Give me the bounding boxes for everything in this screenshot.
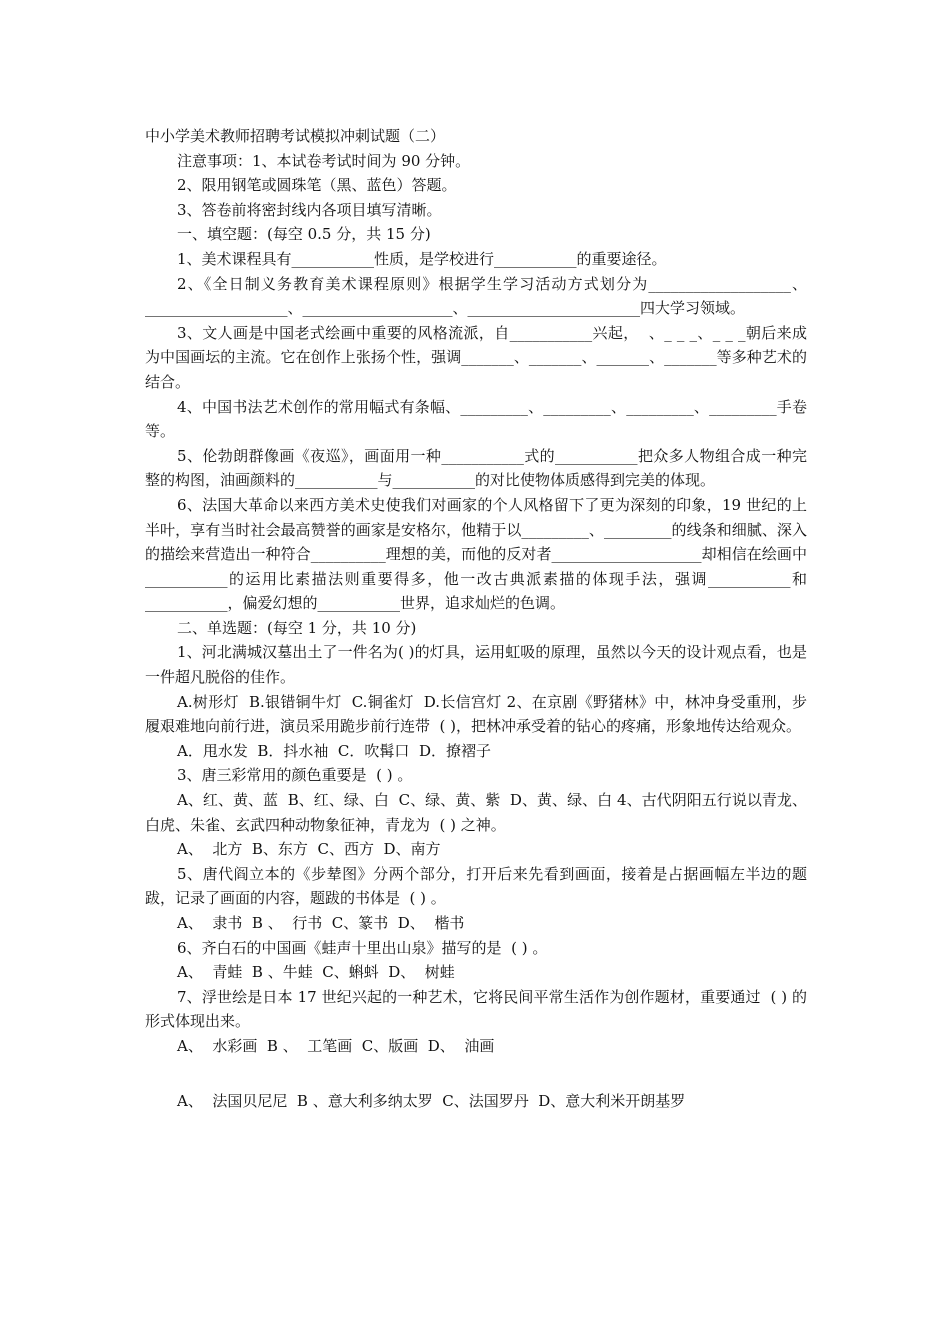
exam-page xyxy=(145,124,807,1113)
fill-question-3: 3、文人画是中国老式绘画中重要的风格流派，自___________兴起， 、_ _ _、_ _ _朝后来成为中国画坛的主流。它在创作上张扬个性，强调_______、_______、_______、_______等多种艺术的结合。 xyxy=(145,323,807,391)
fill-question-2: 2、《全日制义务教育美术课程原则》根据学生学习活动方式划分为___________________、___________________、____________________、_______________________四大学习领域。 xyxy=(145,274,807,318)
choice-question-1: 1、河北满城汉墓出土了一件名为( )的灯具，运用虹吸的原理，虽然以今天的设计观点看，也是一件超凡脱俗的佳作。 xyxy=(145,643,807,687)
choice-options-5: A、 隶书 B 、 行书 C、篆书 D、 楷书 xyxy=(177,914,465,932)
blank-gap xyxy=(145,1059,807,1089)
choice-options-8: A、 法国贝尼尼 B 、意大利多纳太罗 C、法国罗丹 D、意大利米开朗基罗 xyxy=(177,1091,686,1110)
choice-question-6: 6、齐白石的中国画《蛙声十里出山泉》描写的是 ( ) 。 xyxy=(177,938,548,957)
exam-title: 中小学美术教师招聘考试模拟冲刺试题（二） xyxy=(145,127,446,145)
choice-options-4: A、 北方 B、东方 C、西方 D、南方 xyxy=(177,840,441,859)
choice-options-6: A、 青蛙 B 、牛蛙 C、蝌蚪 D、 树蛙 xyxy=(177,963,455,982)
choice-question-3: 3、唐三彩常用的颜色重要是 ( ) 。 xyxy=(177,766,413,785)
choice-question-7: 7、浮世绘是日本 17 世纪兴起的一种艺术，它将民间平常生活作为创作题材，重要通过 ( ) 的形式体现出来。 xyxy=(145,987,807,1031)
fill-question-4: 4、中国书法艺术创作的常用幅式有条幅、_________、_________、_________、_________手卷等。 xyxy=(145,397,807,441)
choice-question-5: 5、唐代阎立本的《步辇图》分两个部分，打开后来先看到画面，接着是占据画幅左半边的题跋，记录了画面的内容，题跋的书体是 ( ) 。 xyxy=(145,864,807,908)
choice-options-1-question-2: A.树形灯 B.银错铜牛灯 C.铜雀灯 D.长信宫灯 2、在京剧《野猪林》中，林冲身受重刑，步履艰难地向前行进，演员采用跪步前行连带 ( )，把林冲承受着的钻心的疼痛，形象地传达给观众。 xyxy=(145,692,807,736)
fill-question-1: 1、美术课程具有___________性质，是学校进行___________的重要途径。 xyxy=(177,249,667,268)
fill-question-6: 6、法国大革命以来西方美术史使我们对画家的个人风格留下了更为深刻的印象，19 世纪的上半叶，享有当时社会最高赞誉的画家是安格尔，他精于以_________、_________的线条和细腻、深入的描绘来营造出一种符合__________理想的美，而他的反对者____________________却相信在绘画中___________的运用比素描法则重要得多，他一改古典派素描的体现手法，强调___________和___________，偏爱幻想的___________世界，追求灿烂的色调。 xyxy=(145,495,807,613)
section1-heading: 一、填空题：(每空 0.5 分，共 15 分) xyxy=(177,225,431,244)
choice-options-7: A、 水彩画 B 、 工笔画 C、版画 D、 油画 xyxy=(177,1036,495,1055)
section2-heading: 二、单选题：(每空 1 分，共 10 分) xyxy=(177,618,417,637)
notice-line-2: 2、限用钢笔或圆珠笔（黑、蓝色）答题。 xyxy=(177,176,457,195)
fill-question-5: 5、伦勃朗群像画《夜巡》，画面用一种___________式的___________把众多人物组合成一种完整的构图，油画颜料的___________与___________的对比使物体质感得到完美的体现。 xyxy=(145,446,807,490)
notice-line-1: 注意事项：1、本试卷考试时间为 90 分钟。 xyxy=(177,151,471,170)
choice-options-2: A．甩水发 B．抖水袖 C．吹髯口 D．撩褶子 xyxy=(177,741,491,760)
choice-options-3-question-4: A、红、黄、蓝 B、红、绿、白 C、绿、黄、紫 D、黄、绿、白 4、古代阴阳五行说以青龙、白虎、朱雀、玄武四种动物象征神，青龙为 ( ) 之神。 xyxy=(145,791,807,834)
notice-line-3: 3、答卷前将密封线内各项目填写清晰。 xyxy=(177,200,442,219)
